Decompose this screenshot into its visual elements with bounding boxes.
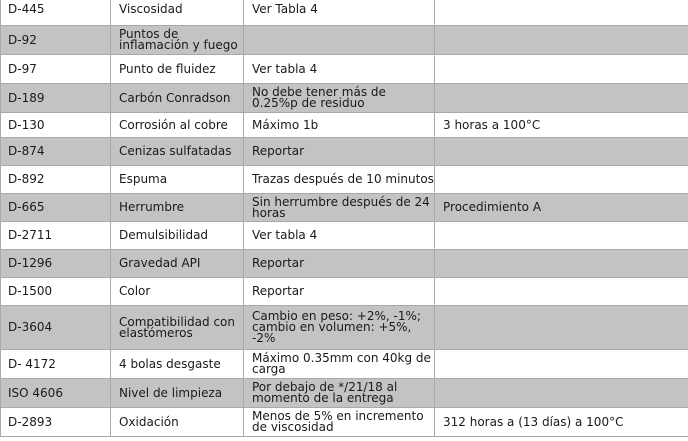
test-cell: 4 bolas desgaste bbox=[111, 350, 244, 379]
method-cell: D-3604 bbox=[1, 306, 111, 350]
limit-cell: Cambio en peso: +2%, -1%; cambio en volumen: +5%, -2% bbox=[244, 306, 435, 350]
test-cell: Gravedad API bbox=[111, 250, 244, 278]
table-row bbox=[1, 222, 688, 250]
test-cell: Punto de fluidez bbox=[111, 55, 244, 84]
note-cell bbox=[435, 250, 688, 278]
table-row bbox=[1, 26, 688, 55]
table-row bbox=[1, 84, 688, 113]
table-row bbox=[1, 194, 688, 222]
test-cell: Compatibilidad con elastómeros bbox=[111, 306, 244, 350]
method-cell: D-189 bbox=[1, 84, 111, 113]
table-row bbox=[1, 379, 688, 408]
note-cell bbox=[435, 138, 688, 166]
table-row bbox=[1, 408, 688, 437]
method-cell: D-2711 bbox=[1, 222, 111, 250]
limit-cell: Ver tabla 4 bbox=[244, 55, 435, 84]
test-cell: Herrumbre bbox=[111, 194, 244, 222]
limit-cell: Por debajo de */21/18 al momento de la entrega bbox=[244, 379, 435, 408]
limit-cell: Trazas después de 10 minutos bbox=[244, 166, 435, 194]
note-cell bbox=[435, 278, 688, 306]
method-cell: D-874 bbox=[1, 138, 111, 166]
limit-cell: Reportar bbox=[244, 138, 435, 166]
method-cell: D-2893 bbox=[1, 408, 111, 437]
test-cell: Cenizas sulfatadas bbox=[111, 138, 244, 166]
limit-cell: Menos de 5% en incremento de viscosidad bbox=[244, 408, 435, 437]
test-cell: Espuma bbox=[111, 166, 244, 194]
note-cell bbox=[435, 84, 688, 113]
table-row bbox=[1, 250, 688, 278]
method-cell: D-130 bbox=[1, 113, 111, 138]
test-cell: Carbón Conradson bbox=[111, 84, 244, 113]
table-row bbox=[1, 166, 688, 194]
test-cell: Corrosión al cobre bbox=[111, 113, 244, 138]
method-cell: D-1500 bbox=[1, 278, 111, 306]
note-cell bbox=[435, 350, 688, 379]
method-cell: D-97 bbox=[1, 55, 111, 84]
note-cell: 3 horas a 100°C bbox=[435, 113, 688, 138]
method-cell: D-665 bbox=[1, 194, 111, 222]
test-cell: Demulsibilidad bbox=[111, 222, 244, 250]
method-cell: D- 4172 bbox=[1, 350, 111, 379]
limit-cell: Sin herrumbre después de 24 horas bbox=[244, 194, 435, 222]
note-cell bbox=[435, 379, 688, 408]
method-cell: D-92 bbox=[1, 26, 111, 55]
note-cell bbox=[435, 55, 688, 84]
table-row bbox=[1, 278, 688, 306]
test-cell: Puntos de inflamación y fuego bbox=[111, 26, 244, 55]
method-cell: D-1296 bbox=[1, 250, 111, 278]
method-cell: D-445 bbox=[1, 0, 111, 26]
specifications-table-body bbox=[1, 0, 688, 437]
limit-cell: Máximo 0.35mm con 40kg de carga bbox=[244, 350, 435, 379]
note-cell: 312 horas a (13 días) a 100°C bbox=[435, 408, 688, 437]
table-row bbox=[1, 55, 688, 84]
note-cell bbox=[435, 306, 688, 350]
limit-cell: Ver tabla 4 bbox=[244, 222, 435, 250]
limit-cell: No debe tener más de 0.25%p de residuo bbox=[244, 84, 435, 113]
table-row bbox=[1, 350, 688, 379]
note-cell: Procedimiento A bbox=[435, 194, 688, 222]
table-row bbox=[1, 113, 688, 138]
method-cell: ISO 4606 bbox=[1, 379, 111, 408]
limit-cell bbox=[244, 26, 435, 55]
note-cell bbox=[435, 222, 688, 250]
table-row bbox=[1, 306, 688, 350]
limit-cell: Máximo 1b bbox=[244, 113, 435, 138]
limit-cell: Reportar bbox=[244, 250, 435, 278]
limit-cell: Ver Tabla 4 bbox=[244, 0, 435, 26]
table-row bbox=[1, 0, 688, 26]
limit-cell: Reportar bbox=[244, 278, 435, 306]
test-cell: Oxidación bbox=[111, 408, 244, 437]
table-row bbox=[1, 138, 688, 166]
note-cell bbox=[435, 166, 688, 194]
test-cell: Viscosidad bbox=[111, 0, 244, 26]
note-cell bbox=[435, 0, 688, 26]
test-cell: Nivel de limpieza bbox=[111, 379, 244, 408]
note-cell bbox=[435, 26, 688, 55]
test-cell: Color bbox=[111, 278, 244, 306]
method-cell: D-892 bbox=[1, 166, 111, 194]
